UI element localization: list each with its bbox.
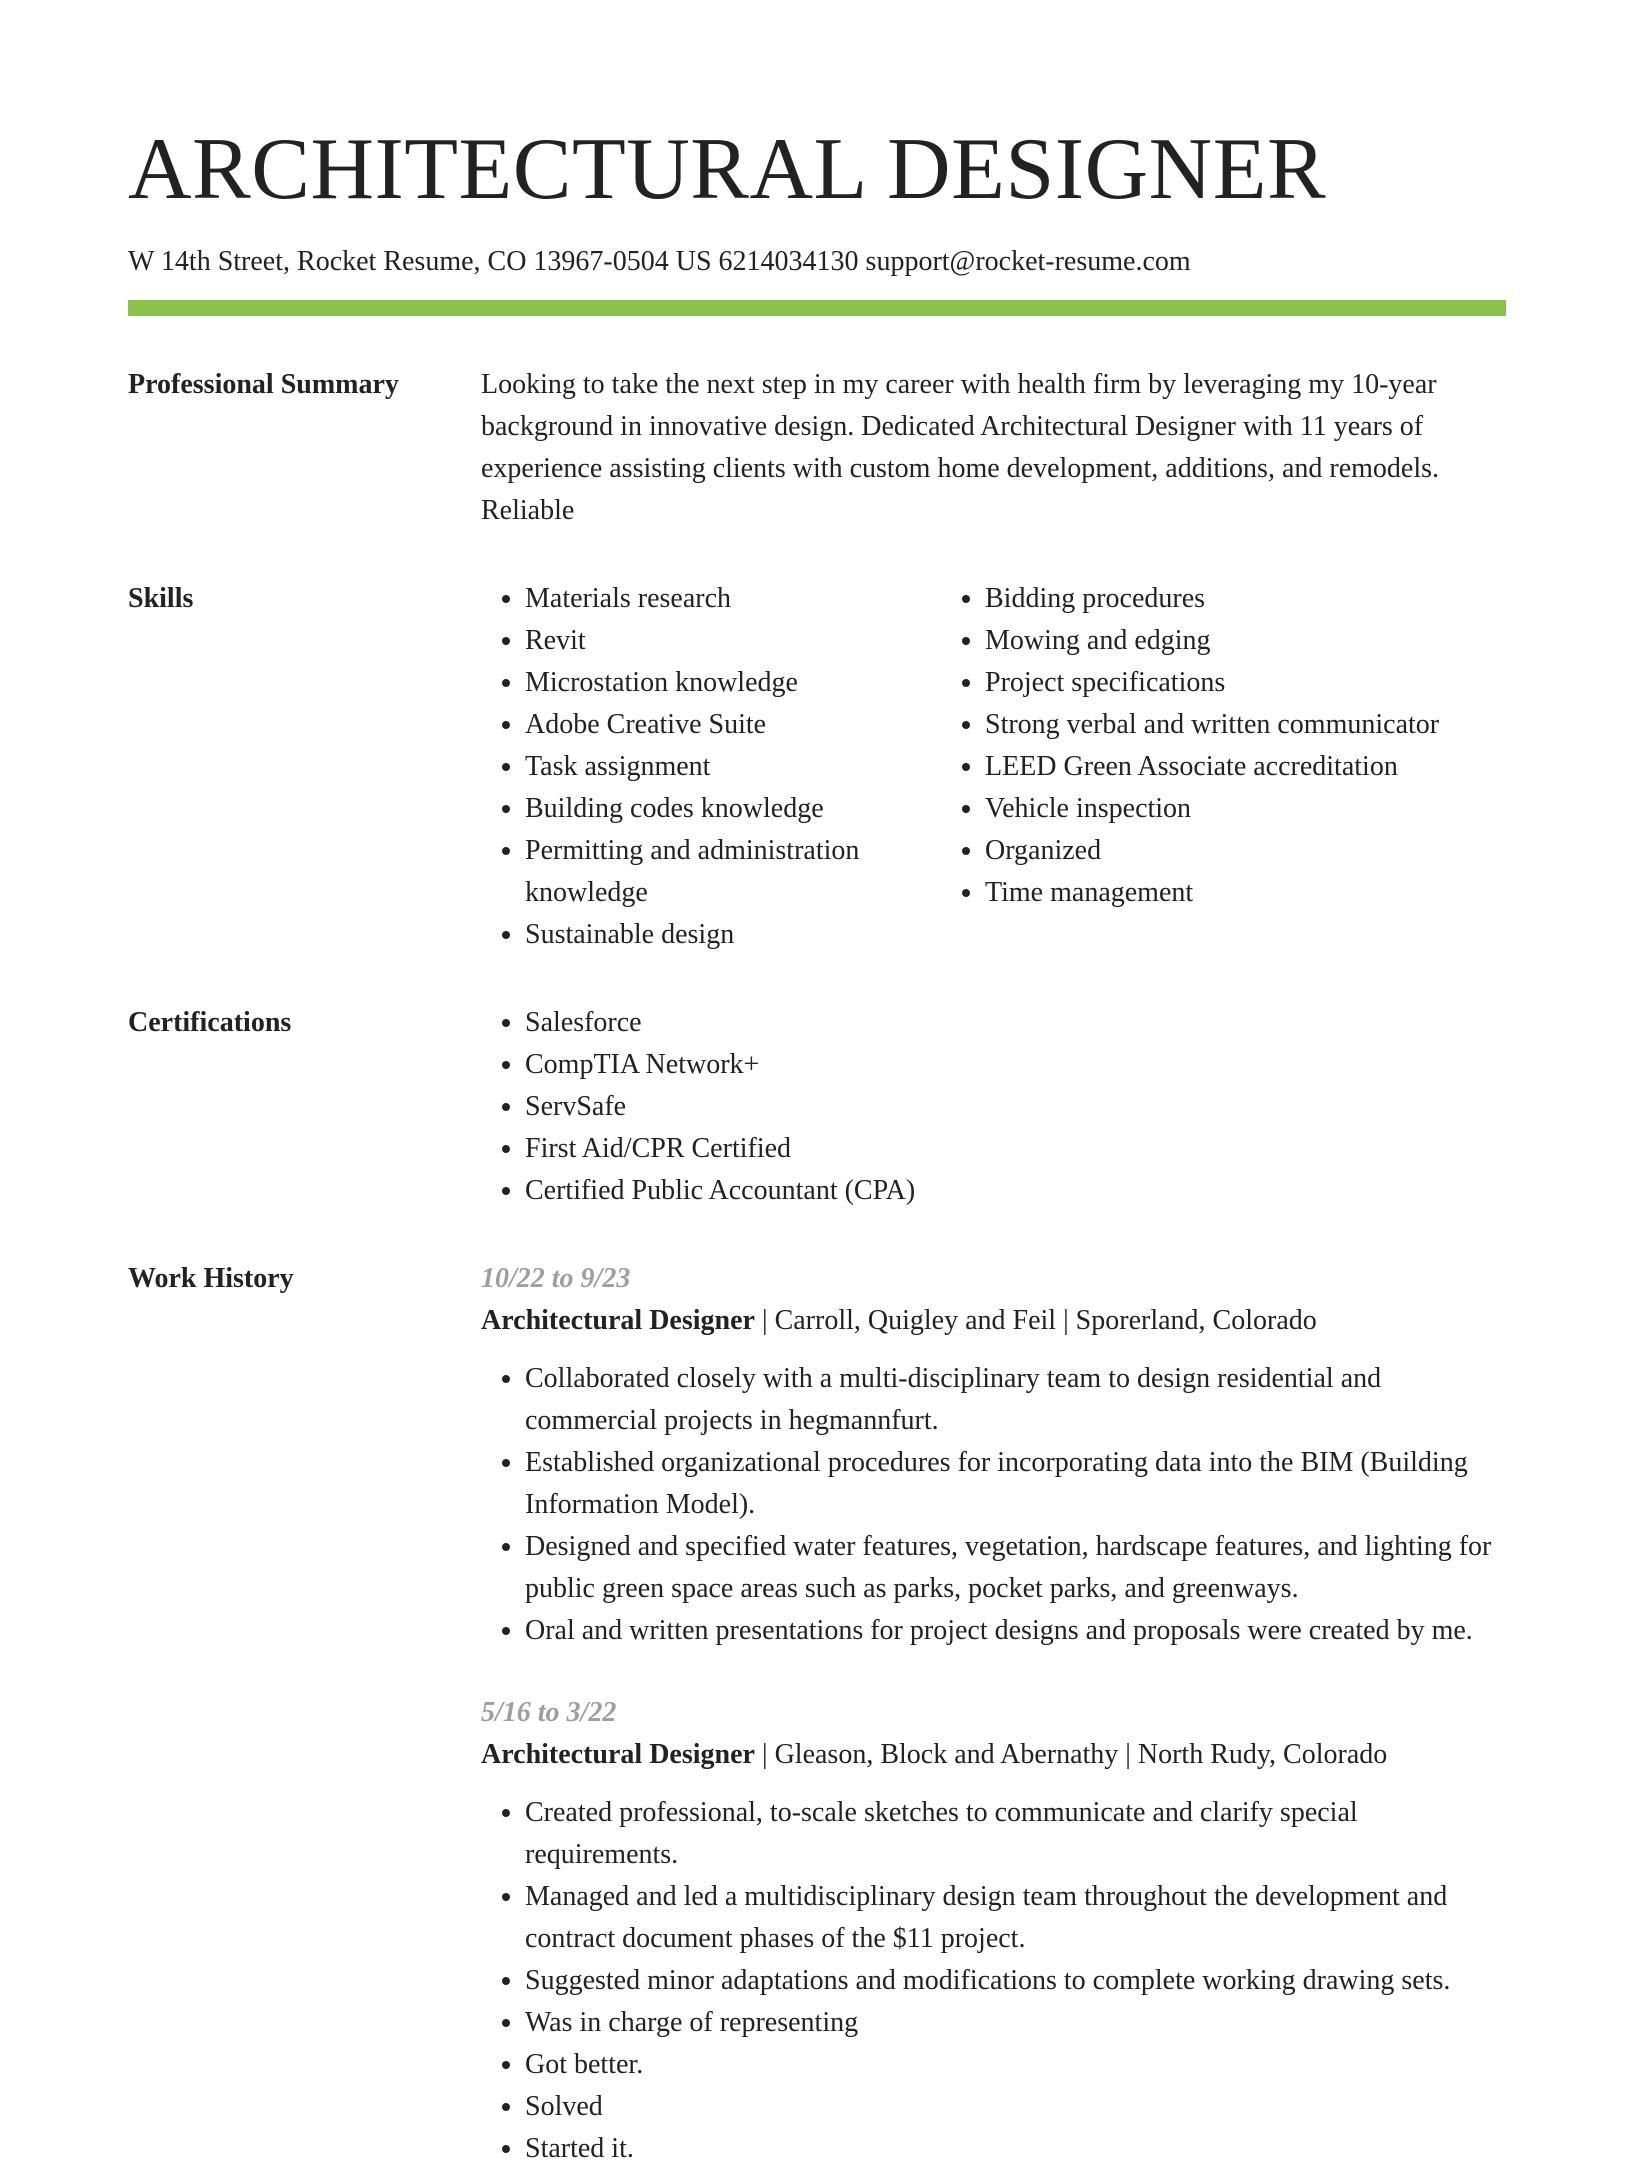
- job-title: Architectural Designer: [481, 1739, 755, 1770]
- skill-item: • Microstation knowledge: [525, 662, 941, 704]
- skills-list-right: [941, 578, 1506, 914]
- skill-item: • Time management: [985, 872, 1506, 914]
- job-heading: [481, 1734, 1506, 1776]
- skill-item: • Strong verbal and written communicator: [985, 704, 1506, 746]
- skill-item: • Organized: [985, 830, 1506, 872]
- work-history-section: [128, 1262, 1506, 2170]
- certifications-heading: Certifications: [128, 1007, 292, 1038]
- skill-item: • Vehicle inspection: [985, 788, 1506, 830]
- job-bullet: • Started it.: [525, 2128, 1506, 2170]
- resume-page: [128, 0, 1506, 2170]
- contact-line: W 14th Street, Rocket Resume, CO 13967-0504 US 6214034130 support@rocket-resume.com: [128, 246, 1191, 277]
- skill-item: • Building codes knowledge: [525, 788, 941, 830]
- summary-heading: Professional Summary: [128, 369, 399, 400]
- skill-item: • Mowing and edging: [985, 620, 1506, 662]
- job-details: | Carroll, Quigley and Feil | Sporerland, Colorado: [754, 1305, 1317, 1336]
- skill-item: • Bidding procedures: [985, 578, 1506, 620]
- certification-item: • CompTIA Network+: [525, 1044, 1506, 1086]
- job-details: | Gleason, Block and Abernathy | North Rudy, Colorado: [754, 1739, 1388, 1770]
- summary-text: Looking to take the next step in my career with health firm by leveraging my 10-year background in innovative design. Dedicated Architectural Designer with 11 years of experience assisting clients with custom home development, additions, and remodels. Reliable: [481, 369, 1440, 526]
- skills-list-left: [481, 578, 941, 956]
- skill-item: • Permitting and administration knowledge: [525, 830, 941, 914]
- work-history-heading: Work History: [128, 1263, 294, 1294]
- job-heading: [481, 1300, 1506, 1342]
- job-bullet: • Got better.: [525, 2044, 1506, 2086]
- skill-item: • LEED Green Associate accreditation: [985, 746, 1506, 788]
- job-entry: [481, 1258, 1506, 1652]
- job-dates: 5/16 to 3/22: [481, 1697, 617, 1728]
- summary-section: [128, 368, 1506, 532]
- job-bullets: [481, 1358, 1506, 1652]
- job-bullet: • Created professional, to-scale sketches to communicate and clarify special requirements.: [525, 1792, 1506, 1876]
- job-entry: [481, 1692, 1506, 2170]
- skills-section: [128, 582, 1506, 956]
- skill-item: • Materials research: [525, 578, 941, 620]
- certifications-section: [128, 1006, 1506, 1212]
- job-bullets: [481, 1792, 1506, 2170]
- certification-item: • ServSafe: [525, 1086, 1506, 1128]
- resume-title: ARCHITECTURAL DESIGNER: [128, 121, 1327, 218]
- job-bullet: • Suggested minor adaptations and modifications to complete working drawing sets.: [525, 1960, 1506, 2002]
- job-bullet: • Established organizational procedures for incorporating data into the BIM (Building Information Model).: [525, 1442, 1506, 1526]
- certification-item: • Certified Public Accountant (CPA): [525, 1170, 1506, 1212]
- job-bullet: • Was in charge of representing: [525, 2002, 1506, 2044]
- skills-heading: Skills: [128, 583, 194, 614]
- job-bullet: • Collaborated closely with a multi-disciplinary team to design residential and commercial projects in hegmannfurt.: [525, 1358, 1506, 1442]
- job-bullet: • Managed and led a multidisciplinary design team throughout the development and contract document phases of the $11 project.: [525, 1876, 1506, 1960]
- skill-item: • Adobe Creative Suite: [525, 704, 941, 746]
- certifications-list: [481, 1002, 1506, 1212]
- skill-item: • Project specifications: [985, 662, 1506, 704]
- certification-item: • First Aid/CPR Certified: [525, 1128, 1506, 1170]
- job-bullet: • Designed and specified water features, vegetation, hardscape features, and lighting for public green space areas such as parks, pocket parks, and greenways.: [525, 1526, 1506, 1610]
- certification-item: • Salesforce: [525, 1002, 1506, 1044]
- accent-divider: [128, 300, 1506, 316]
- job-dates: 10/22 to 9/23: [481, 1263, 631, 1294]
- skill-item: • Task assignment: [525, 746, 941, 788]
- job-bullet: • Solved: [525, 2086, 1506, 2128]
- skill-item: • Revit: [525, 620, 941, 662]
- job-bullet: • Oral and written presentations for project designs and proposals were created by me.: [525, 1610, 1506, 1652]
- job-title: Architectural Designer: [481, 1305, 755, 1336]
- skill-item: • Sustainable design: [525, 914, 941, 956]
